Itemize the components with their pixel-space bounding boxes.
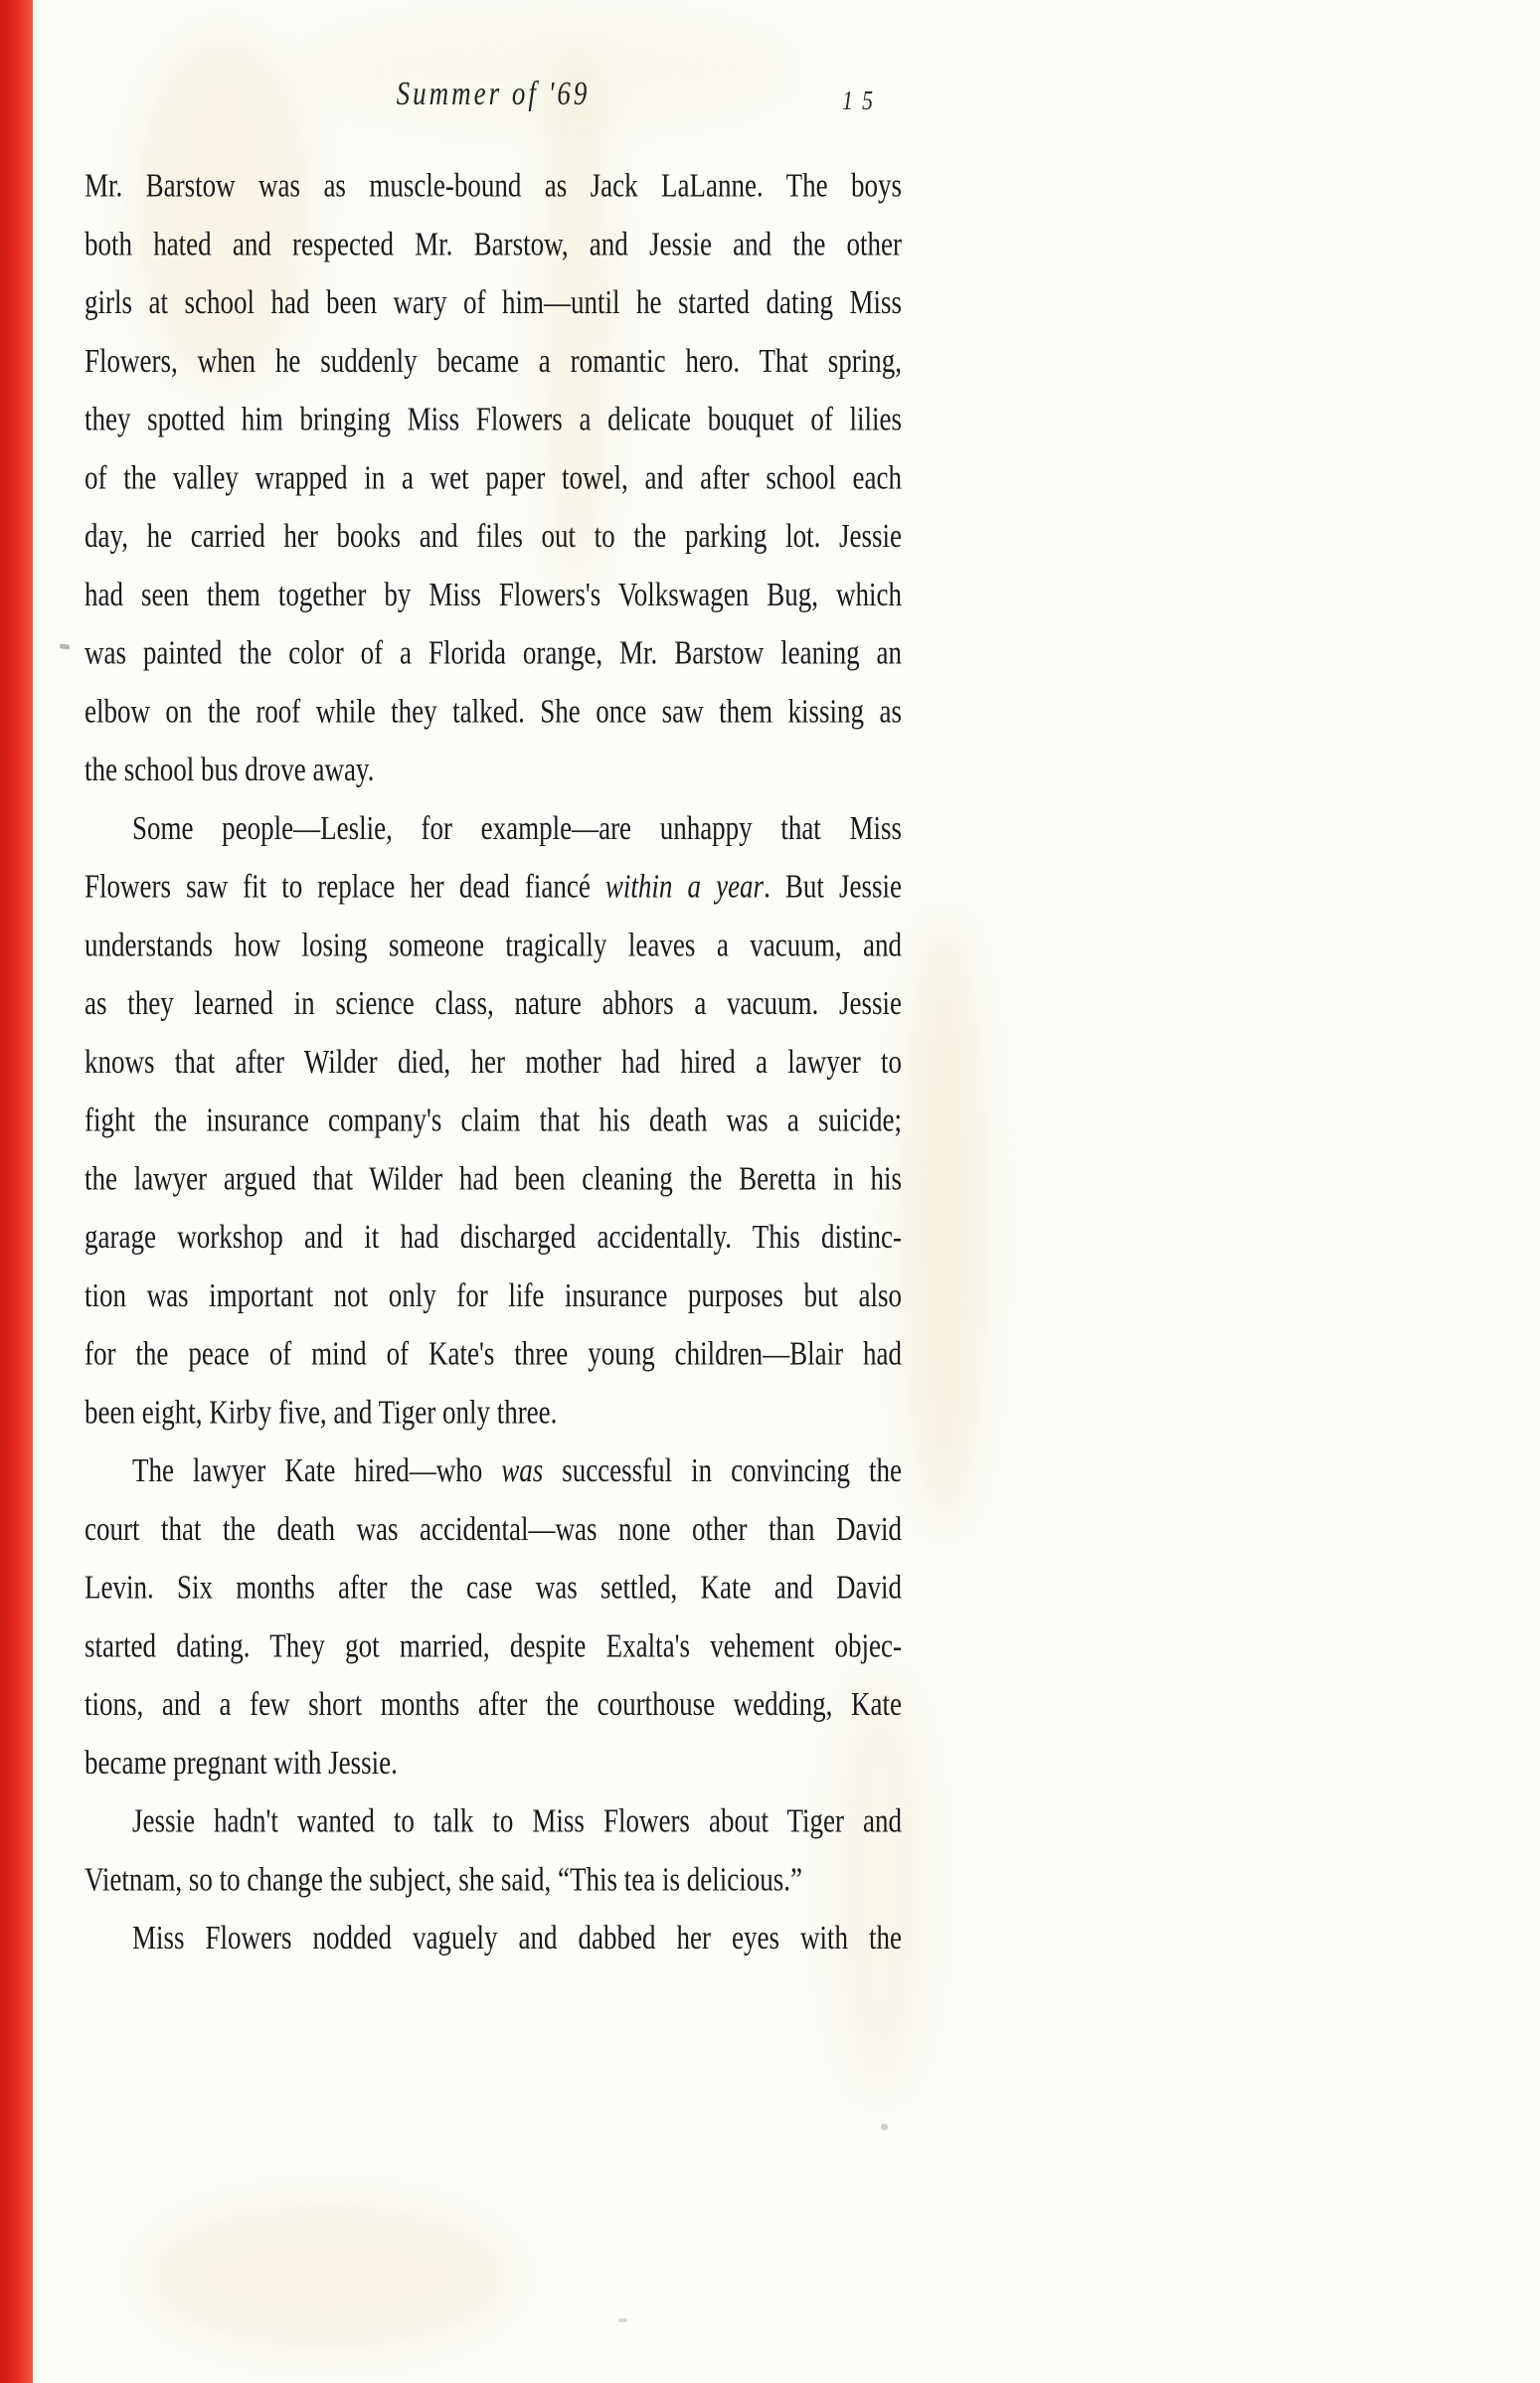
text-segment: Mr. Barstow was as muscle-bound as Jack LaLanne. The boys [85,166,902,204]
text-segment: was painted the color of a Florida orange, Mr. Barstow leaning an [85,633,902,671]
page-number: 15 [842,85,882,116]
scan-edge-strip [0,0,33,2383]
page-content [85,0,902,1967]
text-line [85,741,902,799]
text-segment: knows that after Wilder died, her mother had hired a lawyer to [85,1042,902,1081]
text-line [85,1617,902,1675]
text-line [85,157,902,216]
text-line [85,682,902,741]
text-line [85,1792,902,1851]
text-line [85,974,902,1033]
text-line [85,507,902,566]
text-segment: The lawyer Kate hired—who [132,1451,502,1489]
text-segment: Vietnam, so to change the subject, she said, “This tea is delicious.” [85,1860,802,1898]
text-line [85,1909,902,1967]
text-line [85,1559,902,1617]
text-segment: of the valley wrapped in a wet paper towel, and after school each [85,458,902,496]
text-line [85,273,902,332]
text-line [85,1383,902,1442]
text-segment: fight the insurance company's claim that his death was a suicide; [85,1101,902,1138]
text-segment: the school bus drove away. [85,751,375,788]
text-line [85,1500,902,1559]
text-line [85,215,902,273]
text-segment: Miss Flowers nodded vaguely and dabbed her eyes with the [132,1919,902,1957]
text-line [85,332,902,391]
text-segment: successful in convincing the [543,1451,902,1489]
scan-speck [881,2124,888,2130]
text-segment: elbow on the roof while they talked. She once saw them kissing as [85,692,902,730]
text-segment: as they learned in science class, nature abhors a vacuum. Jessie [85,984,902,1022]
text-segment: Some people—Leslie, for example—are unhappy that Miss [132,808,902,847]
text-segment: both hated and respected Mr. Barstow, and Jessie and the other [85,225,902,262]
text-line [85,1675,902,1734]
text-block [85,157,902,1967]
text-segment: tion was important not only for life insurance purposes but also [85,1276,902,1314]
text-line [85,1092,902,1150]
text-line [85,858,902,917]
scan-smudge [139,2197,517,2356]
text-line [85,1850,902,1909]
text-line [85,1442,902,1500]
text-segment: court that the death was accidental—was none other than David [85,1509,902,1548]
text-segment: tions, and a few short months after the courthouse wedding, Kate [85,1685,902,1723]
text-segment: understands how losing someone tragically leaves a vacuum, and [85,926,902,963]
italic-phrase: was [501,1451,544,1489]
scan-smudge [900,915,989,1531]
text-line [85,916,902,974]
text-segment: they spotted him bringing Miss Flowers a delicate bouquet of lilies [85,400,902,437]
text-segment: garage workshop and it had discharged accidentally. This distinc- [85,1218,902,1256]
text-segment: been eight, Kirby five, and Tiger only three. [85,1393,558,1431]
text-segment: day, he carried her books and files out to the parking lot. Jessie [85,517,902,555]
running-header [85,75,902,127]
text-line [85,1208,902,1267]
text-segment: had seen them together by Miss Flowers's Volkswagen Bug, which [85,575,902,613]
text-line [85,624,902,683]
text-line [85,1267,902,1325]
text-line [85,391,902,449]
text-segment: Flowers saw fit to replace her dead fiancé [85,867,605,905]
text-segment: became pregnant with Jessie. [85,1743,398,1782]
italic-phrase: within a year [604,867,765,905]
text-segment: the lawyer argued that Wilder had been cleaning the Beretta in his [85,1159,902,1197]
scan-speck [618,2318,627,2322]
text-line [85,1033,902,1092]
text-segment: for the peace of mind of Kate's three young children—Blair had [85,1334,902,1372]
running-header-title: Summer of '69 [396,75,591,112]
text-line [85,566,902,624]
text-segment: Jessie hadn't wanted to talk to Miss Flowers about Tiger and [132,1801,902,1839]
text-segment: . But Jessie [764,867,902,905]
text-segment: girls at school had been wary of him—until he started dating Miss [85,283,902,321]
text-segment: Levin. Six months after the case was settled, Kate and David [85,1568,902,1606]
text-line [85,1734,902,1792]
text-line [85,799,902,858]
text-line [85,448,902,507]
text-segment: Flowers, when he suddenly became a romantic hero. That spring, [85,341,902,380]
scan-speck [60,643,71,649]
text-segment: started dating. They got married, despite Exalta's vehement objec- [85,1626,902,1664]
text-line [85,1149,902,1208]
text-line [85,1325,902,1384]
